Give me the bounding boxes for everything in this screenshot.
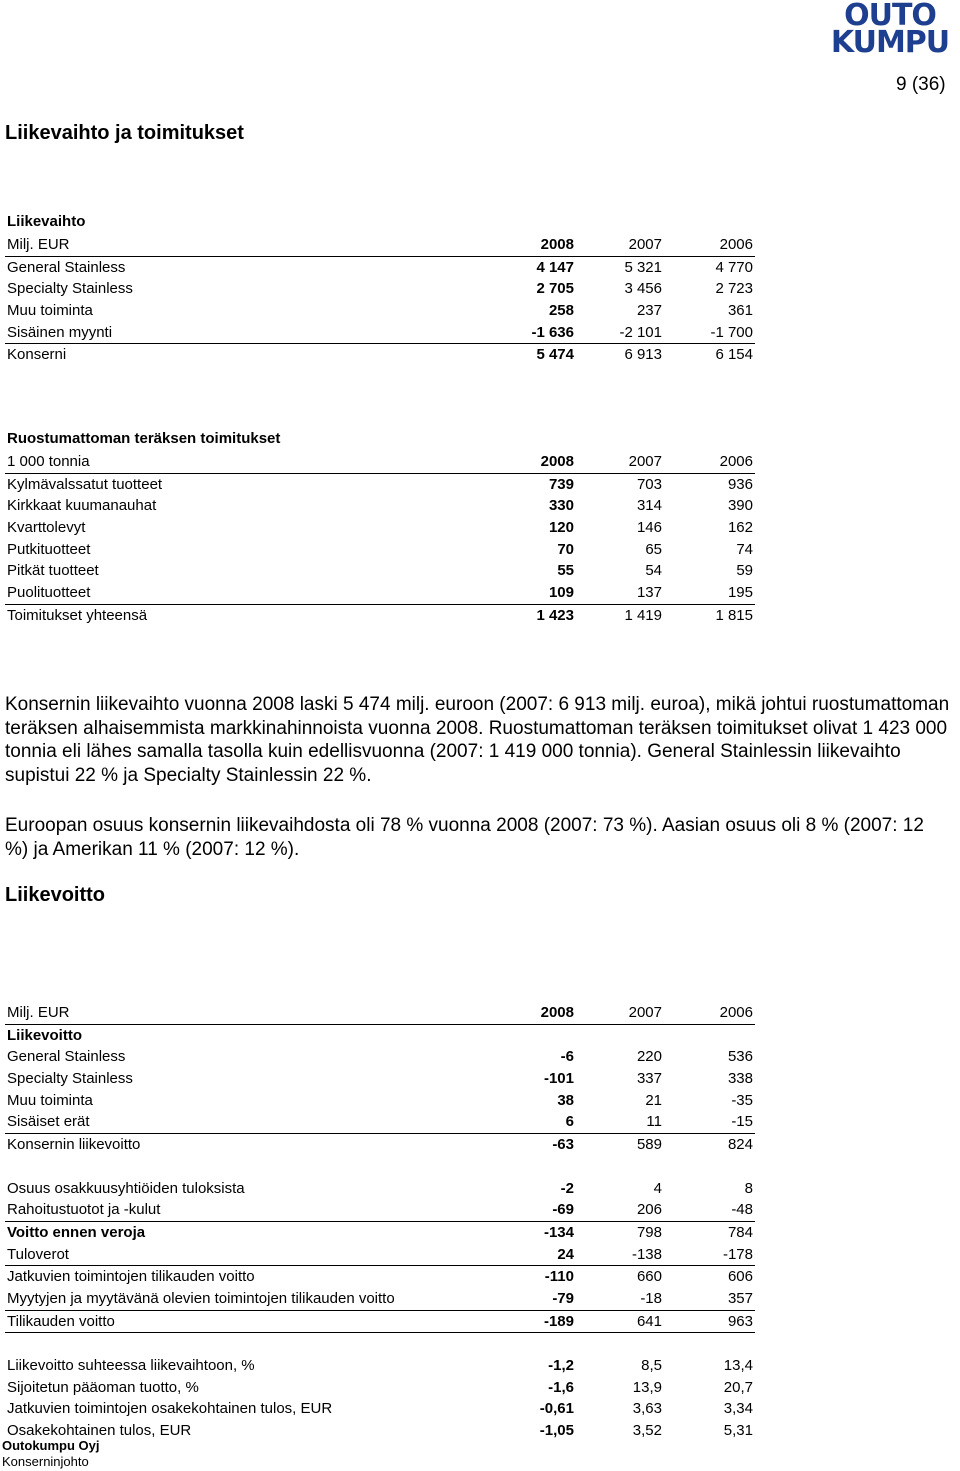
cell-2007: 146 — [636, 519, 662, 537]
cell-2006: 963 — [727, 1312, 753, 1330]
cell-2007: 237 — [636, 302, 662, 320]
table-row — [5, 1134, 755, 1156]
cell-2006: 162 — [727, 519, 753, 537]
spacer-row — [5, 1156, 755, 1178]
cell-2006: -15 — [731, 1113, 753, 1131]
cell-2006: 3,34 — [723, 1400, 753, 1418]
cell-2007: 3,63 — [632, 1400, 662, 1418]
cell-2006: 74 — [736, 540, 753, 558]
row-label: Osuus osakkuusyhtiöiden tuloksista — [7, 1179, 245, 1197]
cell-2007: 5 321 — [624, 258, 662, 276]
table-header-row — [5, 1002, 755, 1025]
cell-2008: -6 — [560, 1048, 574, 1066]
cell-2007: 3,52 — [632, 1422, 662, 1440]
table-row-total — [5, 344, 755, 366]
cell-2006: 4 770 — [715, 258, 753, 276]
column-header: 2007 — [628, 236, 662, 253]
row-label: Muu toiminta — [7, 1091, 93, 1109]
profit-table — [5, 1002, 755, 1442]
table-row — [5, 1244, 755, 1267]
company-logo — [822, 2, 958, 60]
cell-2008: 1 423 — [536, 606, 574, 624]
table-row — [5, 1068, 755, 1090]
cell-2008: 24 — [557, 1245, 574, 1263]
deliveries-table — [5, 451, 755, 627]
row-label: Putkituotteet — [7, 540, 91, 558]
row-label: Osakekohtainen tulos, EUR — [7, 1422, 192, 1440]
table-row — [5, 1420, 755, 1442]
cell-2007: 337 — [636, 1070, 662, 1088]
cell-2006: 338 — [727, 1070, 753, 1088]
table-row — [5, 1355, 755, 1377]
revenue-table — [5, 234, 755, 366]
table-row — [5, 257, 755, 279]
cell-2006: 6 154 — [715, 346, 753, 364]
cell-2007: 641 — [636, 1312, 662, 1330]
column-header: 2008 — [540, 453, 574, 470]
column-header: Milj. EUR — [7, 1004, 70, 1021]
table-row-total — [5, 1311, 755, 1334]
column-header: 2006 — [719, 1004, 753, 1021]
cell-2006: 536 — [727, 1048, 753, 1066]
cell-2007: 703 — [636, 475, 662, 493]
deliveries-table-label: Ruostumattoman teräksen toimitukset — [7, 430, 281, 447]
cell-2006: 936 — [727, 475, 753, 493]
cell-2007: 4 — [653, 1179, 662, 1197]
row-label: Specialty Stainless — [7, 1070, 133, 1088]
cell-2006: 59 — [736, 562, 753, 580]
row-label: Jatkuvien toimintojen tilikauden voitto — [7, 1268, 255, 1286]
cell-2007: 11 — [646, 1113, 662, 1131]
row-label: Kylmävalssatut tuotteet — [7, 475, 163, 493]
cell-2008: -1,05 — [539, 1422, 574, 1440]
column-header: 2007 — [628, 453, 662, 470]
table-row — [5, 1398, 755, 1420]
row-label: Puolituotteet — [7, 584, 91, 602]
table-row — [5, 1046, 755, 1068]
cell-2007: -2 101 — [619, 323, 662, 341]
cell-2008: 5 474 — [536, 346, 574, 364]
page-title: Liikevaihto ja toimitukset — [5, 122, 244, 144]
table-row — [5, 1111, 755, 1134]
cell-2008: -63 — [552, 1136, 574, 1154]
body-paragraph-1: Konsernin liikevaihto vuonna 2008 laski 5 474 milj. euroon (2007: 6 913 milj. euroa), mikä johtui ruostumattoman teräksen alhaisemmista markkinahinnoista vuonna 2008. Ruostumattoman teräksen toimitukset olivat 1 423 000 tonnia eli lähes samalla tasolla kuin edellisvuonna (2007: 1 419 000 tonnia). General Stainlessin liikevaihto supistui 22 % ja Specialty Stainlessin 22 %. — [5, 694, 950, 786]
row-label: Specialty Stainless — [7, 280, 133, 298]
table-row — [5, 1377, 755, 1399]
spacer-row — [5, 1333, 755, 1355]
cell-2007: 54 — [645, 562, 662, 580]
cell-2008: -2 — [560, 1179, 574, 1197]
cell-2008: -101 — [543, 1070, 574, 1088]
column-header: 2006 — [719, 236, 753, 253]
cell-2006: 784 — [727, 1223, 753, 1241]
row-label: Jatkuvien toimintojen osakekohtainen tulos, EUR — [7, 1400, 333, 1418]
cell-2007: 220 — [636, 1048, 662, 1066]
cell-2007: 6 913 — [624, 346, 662, 364]
cell-2006: 195 — [727, 584, 753, 602]
table-row-total — [5, 605, 755, 627]
cell-2008: 38 — [557, 1091, 574, 1109]
cell-2006: 361 — [727, 302, 753, 320]
cell-2007: 21 — [645, 1091, 662, 1109]
row-label: Sisäiset erät — [7, 1113, 90, 1131]
cell-2008: 120 — [548, 519, 574, 537]
cell-2008: 55 — [557, 562, 574, 580]
row-label: Toimitukset yhteensä — [7, 606, 148, 624]
cell-2007: 314 — [636, 497, 662, 515]
cell-2006: 8 — [744, 1179, 753, 1197]
table-row — [5, 1178, 755, 1200]
table-row — [5, 1288, 755, 1311]
row-label: Konsernin liikevoitto — [7, 1136, 141, 1154]
cell-2006: 357 — [727, 1289, 753, 1307]
cell-2008: 109 — [548, 584, 574, 602]
column-header: 2006 — [719, 453, 753, 470]
row-label: Rahoitustuotot ja -kulut — [7, 1201, 161, 1219]
table-row — [5, 322, 755, 345]
cell-2008: -1,2 — [548, 1357, 574, 1374]
cell-2008: -1 636 — [531, 323, 574, 341]
cell-2008: -1,6 — [548, 1378, 574, 1396]
row-label: Tilikauden voitto — [7, 1312, 115, 1330]
table-row — [5, 300, 755, 322]
table-row — [5, 582, 755, 605]
cell-2008: -134 — [543, 1223, 574, 1241]
row-label: Konserni — [7, 346, 67, 364]
body-paragraph-2: Euroopan osuus konsernin liikevaihdosta oli 78 % vuonna 2008 (2007: 73 %). Aasian osuus oli 8 % (2007: 12 %) ja Amerikan 11 % (2007: 12 %). — [5, 815, 924, 860]
table-subheader — [5, 1025, 755, 1047]
logo-line2: KUMPU — [830, 25, 950, 60]
column-header: 2008 — [540, 236, 574, 253]
table-header-row — [5, 451, 755, 474]
cell-2007: 65 — [645, 540, 662, 558]
cell-2006: 606 — [727, 1268, 753, 1286]
footer-company: Outokumpu Oyj — [2, 1438, 100, 1453]
row-label: Sijoitetun pääoman tuotto, % — [7, 1378, 199, 1396]
table-row — [5, 495, 755, 517]
cell-2008: 258 — [548, 302, 574, 320]
cell-2008: -0,61 — [539, 1400, 574, 1418]
subheader-label: Liikevoitto — [7, 1026, 83, 1044]
cell-2006: 20,7 — [723, 1378, 753, 1396]
table-row — [5, 560, 755, 582]
revenue-table-label: Liikevaihto — [7, 213, 86, 230]
row-label: Muu toiminta — [7, 302, 93, 320]
row-label: General Stainless — [7, 1048, 126, 1066]
row-label: Kirkkaat kuumanauhat — [7, 497, 157, 515]
cell-2006: 1 815 — [715, 606, 753, 624]
cell-2008: -110 — [544, 1268, 574, 1286]
cell-2007: -138 — [631, 1245, 662, 1263]
column-header: 2007 — [628, 1004, 662, 1021]
table-row — [5, 517, 755, 539]
row-label: Myytyjen ja myytävänä olevien toimintojen tilikauden voitto — [7, 1289, 395, 1307]
cell-2007: 1 419 — [624, 606, 662, 624]
footer-unit: Konserninjohto — [2, 1454, 89, 1469]
cell-2008: -79 — [552, 1289, 574, 1307]
row-label: Liikevoitto suhteessa liikevaihtoon, % — [7, 1357, 255, 1374]
cell-2008: 4 147 — [536, 258, 574, 276]
cell-2007: 137 — [636, 584, 662, 602]
table-header-row — [5, 234, 755, 257]
cell-2007: 660 — [636, 1268, 662, 1286]
row-label: Pitkät tuotteet — [7, 562, 99, 580]
row-label: Voitto ennen veroja — [7, 1223, 146, 1241]
cell-2006: -178 — [722, 1245, 753, 1263]
column-header: 2008 — [540, 1004, 574, 1021]
cell-2006: -1 700 — [710, 323, 753, 341]
table-row — [5, 1266, 755, 1288]
column-header: 1 000 tonnia — [7, 453, 90, 470]
cell-2007: 798 — [636, 1223, 662, 1241]
row-label: General Stainless — [7, 258, 126, 276]
cell-2007: 3 456 — [624, 280, 662, 298]
cell-2007: 8,5 — [641, 1357, 662, 1374]
cell-2006: 390 — [727, 497, 753, 515]
row-label: Sisäinen myynti — [7, 323, 113, 341]
cell-2007: 13,9 — [632, 1378, 662, 1396]
table-row — [5, 474, 755, 496]
cell-2006: 5,31 — [723, 1422, 753, 1440]
column-header: Milj. EUR — [7, 236, 70, 253]
table-row — [5, 278, 755, 300]
cell-2008: 330 — [548, 497, 574, 515]
page-number: 9 (36) — [896, 74, 946, 95]
table-row — [5, 539, 755, 561]
section-title: Liikevoitto — [5, 884, 106, 906]
cell-2008: 739 — [548, 475, 574, 493]
cell-2008: -69 — [552, 1201, 574, 1219]
cell-2008: 6 — [565, 1113, 574, 1131]
row-label: Kvarttolevyt — [7, 519, 86, 537]
cell-2008: -189 — [543, 1312, 574, 1330]
logo-line1: OUTO — [844, 0, 936, 33]
cell-2007: 206 — [636, 1201, 662, 1219]
table-row — [5, 1222, 755, 1244]
table-row — [5, 1199, 755, 1222]
cell-2006: -35 — [731, 1091, 753, 1109]
cell-2007: -18 — [640, 1289, 662, 1307]
cell-2008: 2 705 — [536, 280, 574, 298]
cell-2007: 589 — [636, 1136, 662, 1154]
cell-2006: -48 — [731, 1201, 753, 1219]
cell-2006: 824 — [727, 1136, 753, 1154]
cell-2006: 2 723 — [715, 280, 753, 298]
cell-2006: 13,4 — [723, 1357, 753, 1374]
row-label: Tuloverot — [7, 1245, 69, 1263]
table-row — [5, 1090, 755, 1112]
cell-2008: 70 — [557, 540, 574, 558]
